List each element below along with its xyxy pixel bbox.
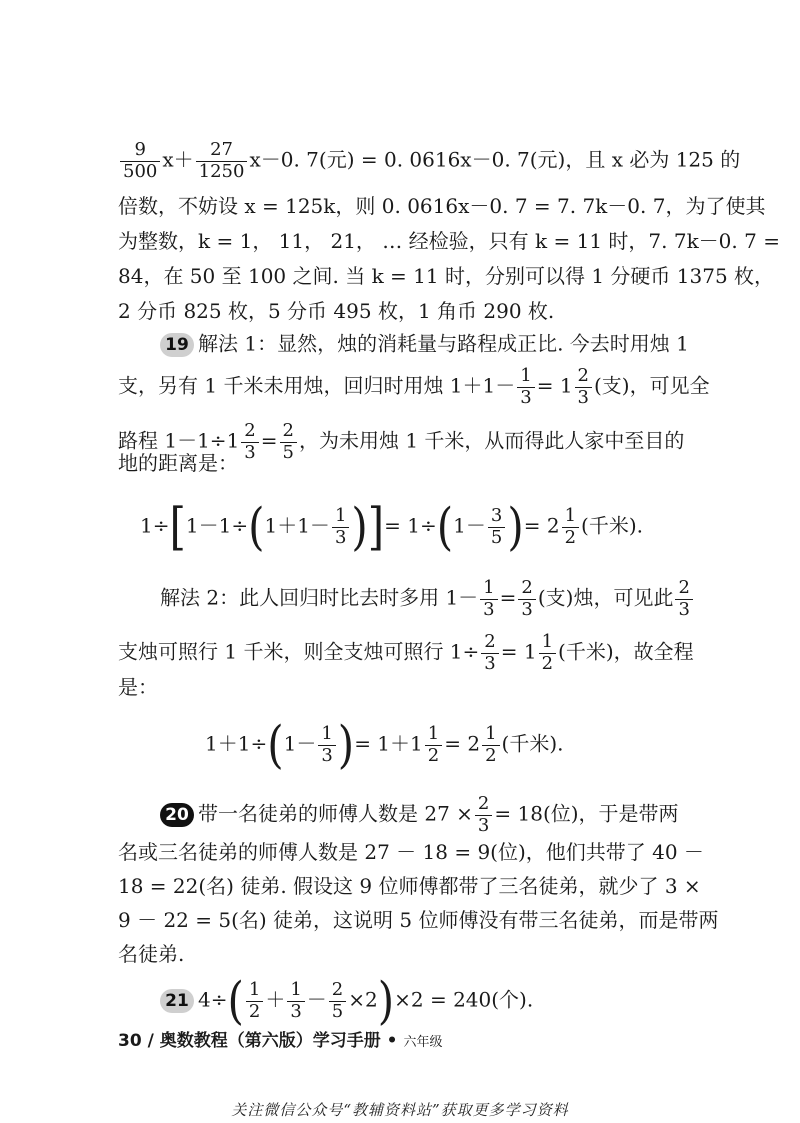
fraction: $\frac{9}{500}$ — [120, 140, 160, 182]
fraction: $\frac{1}{3}$ — [318, 724, 335, 766]
text-run: (支)，可见全 — [594, 373, 710, 398]
q21-line: 21 4÷( $\frac{1}{2}$ ＋ $\frac{1}{3}$ － $\frac{2}{5}$ ×2)×2 = 240(个). — [160, 980, 730, 1022]
page-footer — [118, 1026, 442, 1051]
q19-solution-2-line2: 支烛可照行 1 千米，则全支烛可照行 1÷ $\frac{2}{3}$ = 1 $\frac{1}{2}$ (千米)，故全程 — [118, 631, 694, 674]
fraction: $\frac{1}{2}$ — [562, 506, 579, 548]
fraction: $\frac{2}{3}$ — [241, 421, 258, 463]
q20-line5: 名徒弟. — [118, 942, 185, 966]
q19-line1 — [160, 333, 730, 357]
text-run: ，为未用烛 1 千米，从而得此人家中至目的 — [298, 428, 685, 453]
fraction: $\frac{2}{3}$ — [481, 632, 498, 674]
right-paren: ) — [507, 497, 524, 556]
q19-solution-2-line1: 解法 2：此人回归时比去时多用 1－ $\frac{1}{3}$ = $\frac{2}{3}$ (支)烛，可见此 $\frac{2}{3}$ — [160, 578, 730, 620]
q20-line1: 20 带一名徒弟的师傅人数是 27 × $\frac{2}{3}$ = 18(位)，于是带两 — [160, 794, 730, 836]
fraction: $\frac{1}{3}$ — [480, 578, 497, 620]
fraction: $\frac{2}{5}$ — [329, 980, 346, 1022]
right-paren: ) — [337, 715, 355, 774]
text-line: 2 分币 825 枚，5 分币 495 枚，1 角币 290 枚. — [118, 299, 555, 323]
right-paren: ) — [351, 497, 368, 556]
q19-line2 — [118, 366, 730, 408]
text-line: 倍数，不妨设 x = 125k，则 0. 0616x－0. 7 = 7. 7k－0. 7，为了使其 — [118, 194, 766, 218]
text-run: 支，另有 1 千米未用烛，回归时用烛 1＋1－ — [118, 373, 516, 398]
right-paren: ) — [377, 971, 395, 1030]
q19-solution-2-line3: 是： — [118, 675, 158, 699]
fraction: $\frac{2}{3}$ — [518, 578, 535, 620]
fraction: $\frac{27}{1250}$ — [196, 140, 248, 182]
text-run: 路程 1－1÷1 — [118, 428, 240, 453]
problem-badge-20: 20 — [160, 803, 194, 827]
q19-equation-1: 1÷[1－1÷(1＋1－ $\frac{1}{3}$ )]= 1÷(1－ $\frac{3}{5}$ )= 2 $\frac{1}{2}$ (千米). — [140, 497, 644, 556]
fraction: $\frac{1}{3}$ — [332, 506, 349, 548]
q20-line4: 9 － 22 = 5(名) 徒弟，这说明 5 位师傅没有带三名徒弟，而是带两 — [118, 908, 719, 932]
q20-line2: 名或三名徒弟的师傅人数是 27 － 18 = 9(位)，他们共带了 40 － — [118, 840, 704, 864]
q19-equation-2: 1＋1÷(1－ $\frac{1}{3}$ )= 1＋1 $\frac{1}{2}$ = 2 $\frac{1}{2}$ (千米). — [205, 715, 564, 774]
fraction: $\frac{1}{3}$ — [517, 366, 534, 408]
left-paren: ( — [267, 715, 284, 774]
fraction: $\frac{1}{3}$ — [287, 980, 304, 1022]
fraction: $\frac{2}{3}$ — [475, 794, 492, 836]
book-title: 奥数教程（第六版）学习手册 — [159, 1031, 381, 1051]
q19-line4: 地的距离是： — [118, 451, 238, 475]
text-run: = — [260, 428, 278, 453]
fraction: $\frac{2}{5}$ — [280, 421, 297, 463]
page-number: 30 — [118, 1031, 142, 1051]
right-bracket: ] — [367, 497, 385, 556]
left-paren: ( — [436, 497, 454, 556]
text-run: = 1 — [536, 373, 573, 398]
fraction: $\frac{2}{3}$ — [575, 366, 592, 408]
fraction: $\frac{2}{3}$ — [675, 578, 692, 620]
footer-separator: / — [147, 1031, 154, 1051]
q20-line3: 18 = 22(名) 徒弟. 假设这 9 位师傅都带了三名徒弟，就少了 3 × — [118, 874, 701, 898]
left-paren: ( — [248, 497, 265, 556]
fraction: $\frac{1}{2}$ — [425, 724, 442, 766]
fraction: $\frac{1}{2}$ — [482, 724, 499, 766]
text-line: 为整数，k = 1， 11， 21， … 经检验，只有 k = 11 时，7. 7k－0. 7 = — [118, 229, 780, 253]
problem-badge-19: 19 — [160, 333, 194, 357]
problem-badge-21: 21 — [160, 989, 194, 1013]
fraction: $\frac{3}{5}$ — [488, 506, 505, 548]
text-run: x－0. 7(元) = 0. 0616x－0. 7(元)，且 x 必为 125 的 — [249, 147, 741, 172]
text-line: 84，在 50 至 100 之间. 当 k = 11 时，分别可以得 1 分硬币 1375 枚， — [118, 264, 775, 288]
watermark-text: 关注微信公众号“教辅资料站”获取更多学习资料 — [231, 1101, 569, 1119]
text-run: 解法 1：显然，烛的消耗量与路程成正比. 今去时用烛 1 — [198, 331, 689, 356]
fraction: $\frac{1}{2}$ — [246, 980, 263, 1022]
fraction: $\frac{1}{2}$ — [539, 632, 556, 674]
footer-dot: • — [386, 1031, 398, 1051]
left-paren: ( — [227, 971, 244, 1030]
grade-label: 六年级 — [403, 1035, 443, 1050]
text-run: x＋ — [162, 147, 194, 172]
text-line — [118, 139, 741, 182]
left-bracket: [ — [169, 497, 186, 556]
